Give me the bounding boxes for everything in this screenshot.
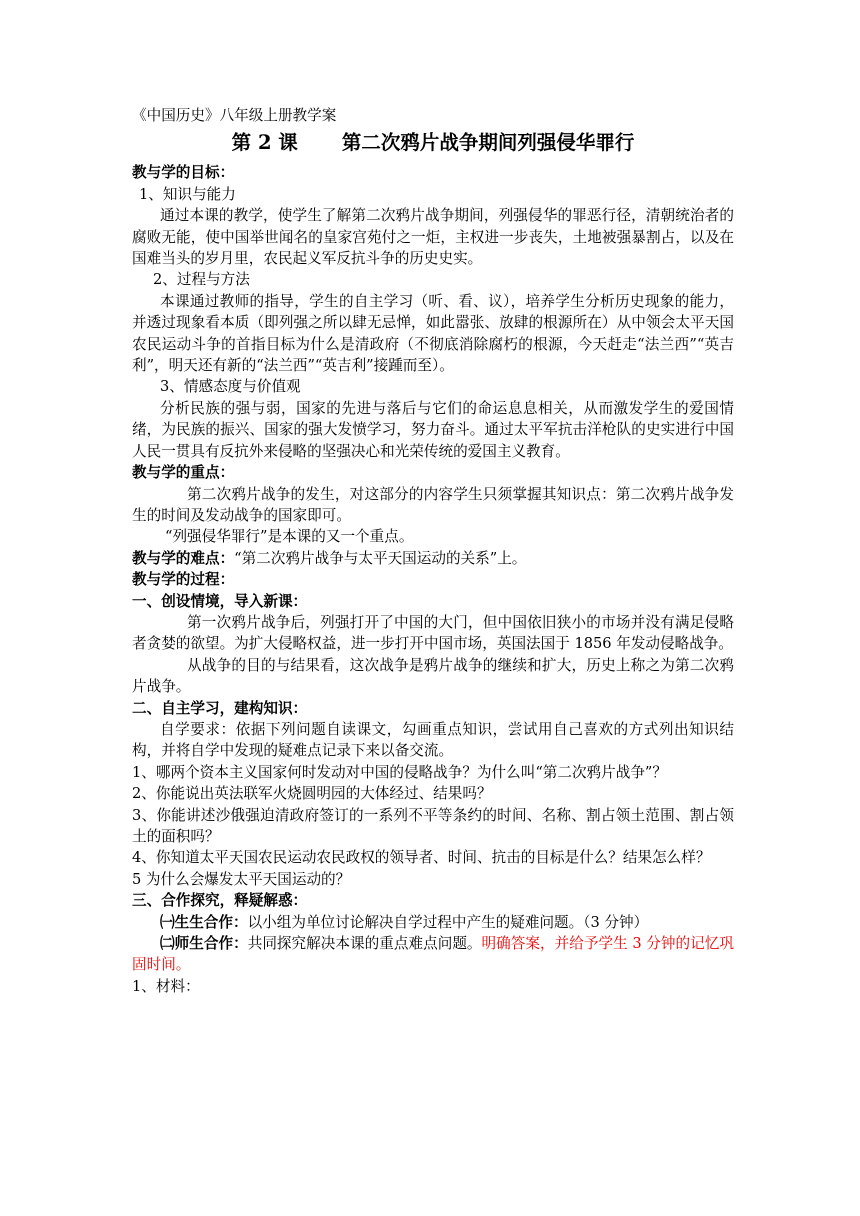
- part1-paragraph-2: 从战争的目的与结果看，这次战争是鸦片战争的继续和扩大，历史上称之为第二次鸦片战争。: [132, 656, 734, 696]
- coop-teacher-line: [132, 933, 734, 976]
- part1-paragraph-1: 第一次鸦片战争后，列强打开了中国的大门，但中国依旧狭小的市场并没有满足侵略者贪婪的欲望。为扩大侵略权益，进一步打开中国市场，英国法国于 1856 年发动侵略战争。: [132, 613, 734, 653]
- goal-knowledge-text: 通过本课的教学，使学生了解第二次鸦片战争期间，列强侵华的罪恶行径，清朝统治者的腐败无能，使中国举世闻名的皇家宫苑付之一炬，主权进一步丧失，土地被强暴割占，以及在国难当头的岁月里，农民起义军反抗斗争的历史史实。: [132, 207, 734, 268]
- lesson-number: 第 2 课: [231, 131, 298, 155]
- question-1: 1、哪两个资本主义国家何时发动对中国的侵略战争？为什么叫“第二次鸦片战争”？: [132, 763, 667, 781]
- question-3: 3、你能讲述沙俄强迫清政府签订的一系列不平等条约的时间、名称、割占领土范围、割占领土的面积吗？: [132, 806, 734, 845]
- coop-teacher-label: ㈡师生合作：: [160, 935, 248, 953]
- coop-teacher-emphasis: 明确答案，并给予学生 3 分钟的记忆巩固时间。: [132, 935, 734, 974]
- difficulty-line: [132, 548, 734, 569]
- goal-knowledge-title: 1、知识与能力: [139, 185, 236, 203]
- part2-title: 二、自主学习，建构知识：: [132, 699, 308, 717]
- part1-title: 一、创设情境，导入新课：: [132, 592, 308, 610]
- coop-teacher-text: 共同探究解决本课的重点难点问题。: [247, 935, 482, 953]
- goals-heading: 教与学的目标：: [132, 164, 235, 182]
- goal-process-text: 本课通过教师的指导，学生的自主学习（听、看、议），培养学生分析历史现象的能力，并透过现象看本质（即列强之所以肆无忌惮，如此嚣张、放肆的根源所在）从中领会太平天国农民运动斗争的首指目标为什么是清政府（不彻底消除腐朽的根源，今天赶走“法兰西”“英吉利”，明天还有新的“法兰西”“英吉利”接踵而至）。: [132, 292, 734, 375]
- key-paragraph-1: 第二次鸦片战争的发生，对这部分的内容学生只须掌握其知识点：第二次鸦片战争发生的时间及发动战争的国家即可。: [132, 485, 734, 524]
- question-2: 2、你能说出英法联军火烧圆明园的大体经过、结果吗？: [132, 785, 492, 803]
- lesson-name: 第二次鸦片战争期间列强侵华罪行: [341, 131, 635, 155]
- difficulty-heading: 教与学的难点：: [132, 549, 235, 567]
- key-heading: 教与学的重点：: [132, 464, 235, 482]
- question-5: 5 为什么会爆发太平天国运动的？: [132, 870, 351, 888]
- part3-title: 三、合作探究，释疑解惑：: [132, 892, 308, 910]
- difficulty-text: “第二次鸦片战争与太平天国运动的关系”上。: [234, 549, 527, 567]
- goal-attitude-text: 分析民族的强与弱，国家的先进与落后与它们的命运息息相关，从而激发学生的爱国情绪，为民族的振兴、国家的强大发愤学习，努力奋斗。通过太平军抗击洋枪队的史实进行中国人民一贯具有反抗外来侵略的坚强决心和光荣传统的爱国主义教育。: [132, 399, 734, 460]
- lesson-title: [132, 128, 734, 158]
- document-header: 《中国历史》八年级上册教学案: [132, 107, 337, 124]
- process-heading: 教与学的过程：: [132, 571, 235, 589]
- goal-attitude-title: 3、情感态度与价值观: [160, 378, 301, 396]
- coop-student-label: ㈠生生合作：: [160, 913, 248, 931]
- key-paragraph-2: “列强侵华罪行”是本课的又一个重点。: [165, 528, 414, 546]
- coop-student-text: 以小组为单位讨论解决自学过程中产生的疑难问题。（3 分钟）: [247, 913, 649, 931]
- goal-process-title: 2、过程与方法: [153, 271, 250, 289]
- material-label: 1、材料：: [132, 977, 200, 995]
- coop-student-line: [132, 912, 734, 933]
- part2-intro: 自学要求：依据下列问题自读课文，勾画重点知识，尝试用自己喜欢的方式列出知识结构，并将自学中发现的疑难点记录下来以备交流。: [132, 720, 734, 760]
- document-body: [132, 105, 734, 997]
- question-4: 4、你知道太平天国农民运动农民政权的领导者、时间、抗击的目标是什么？结果怎么样？: [132, 849, 711, 867]
